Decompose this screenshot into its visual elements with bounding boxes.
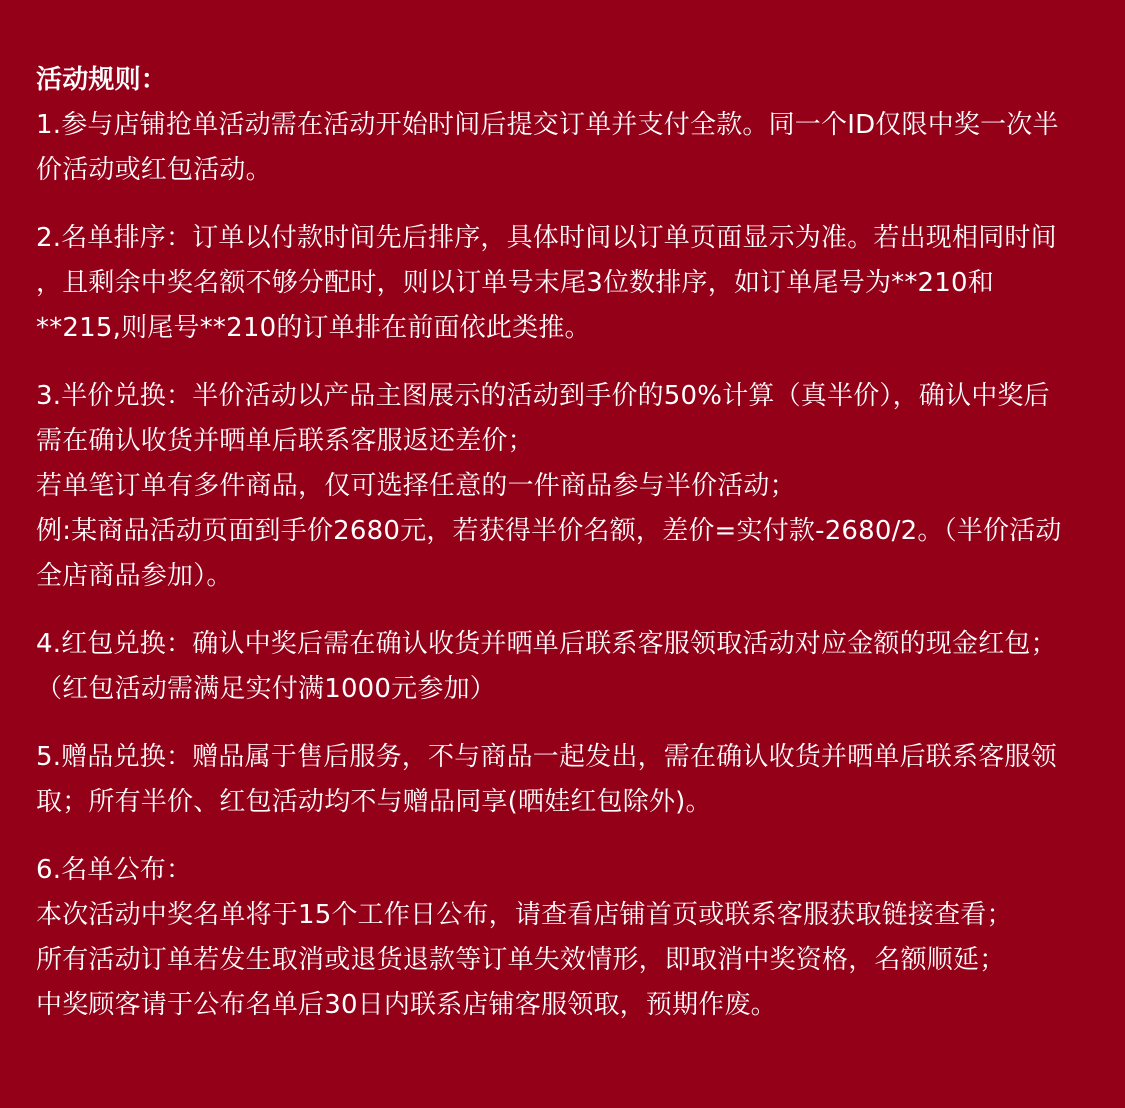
rule-line: 所有活动订单若发生取消或退货退款等订单失效情形，即取消中奖资格，名额顺延； [36,945,1006,975]
rule-section-list-publication [36,848,1089,1028]
rule-line: 1.参与店铺抢单活动需在活动开始时间后提交订单并支付全款。同一个ID仅限中奖一次半 [36,110,1059,140]
rule-line: 5.赠品兑换：赠品属于售后服务，不与商品一起发出，需在确认收货并晒单后联系客服领 [36,742,1057,772]
rule-section-list-order [36,216,1089,351]
rule-line: 本次活动中奖名单将于15个工作日公布，请查看店铺首页或联系客服获取链接查看； [36,900,1013,930]
rule-section-red-envelope [36,622,1089,712]
rule-line: ，且剩余中奖名额不够分配时，则以订单号末尾3位数排序，如订单尾号为**210和 [36,268,994,298]
rule-line: 全店商品参加）。 [36,561,233,591]
rule-line: 2.名单排序：订单以付款时间先后排序，具体时间以订单页面显示为准。若出现相同时间 [36,223,1057,253]
rule-section-gift-exchange [36,735,1089,825]
rule-line: 若单笔订单有多件商品，仅可选择任意的一件商品参与半价活动； [36,471,796,501]
rule-section-participation [36,103,1089,193]
rules-title: 活动规则： [36,65,168,95]
rule-line: 价活动或红包活动。 [36,155,272,185]
rule-line: （红包活动需满足实付满1000元参加） [36,674,496,704]
rule-line: 3.半价兑换：半价活动以产品主图展示的活动到手价的50%计算（真半价），确认中奖后 [36,381,1050,411]
rule-line: **215,则尾号**210的订单排在前面依此类推。 [36,313,591,343]
rule-section-half-price [36,374,1089,599]
rule-line: 需在确认收货并晒单后联系客服返还差价； [36,426,534,456]
rule-line: 取；所有半价、红包活动均不与赠品同享(晒娃红包除外)。 [36,787,712,817]
rule-line: 4.红包兑换：确认中奖后需在确认收货并晒单后联系客服领取活动对应金额的现金红包； [36,629,1057,659]
rule-line: 6.名单公布： [36,855,193,885]
rule-line: 中奖顾客请于公布名单后30日内联系店铺客服领取，预期作废。 [36,990,777,1020]
rule-line: 例:某商品活动页面到手价2680元，若获得半价名额，差价=实付款-2680/2。（半价活动 [36,516,1062,546]
